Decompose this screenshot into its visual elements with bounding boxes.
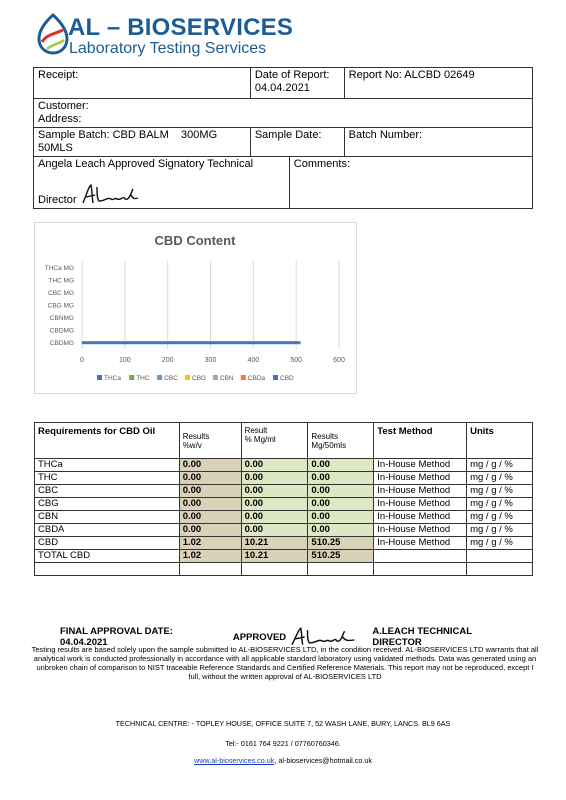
row-units: mg / g / % [467,485,533,498]
row-result-mgml: 10.21 [241,550,308,563]
row-test-method: In-House Method [374,459,467,472]
brand-title: AL – BIOSERVICES [68,14,294,41]
legend-swatch-cbg [185,375,190,380]
table-row [35,524,533,537]
batch-number-label: Batch Number: [344,128,532,157]
chart-canvas [35,223,356,393]
contact-line [0,756,566,765]
receipt-label: Receipt: [38,69,79,81]
row-name: CBDA [35,524,180,537]
row-results-ww: 0.00 [179,485,241,498]
address-label: Address: [38,113,82,125]
company-logo [33,12,73,56]
row-name: CBN [35,511,180,524]
legend-label-cbda: CBDa [247,375,266,382]
legend-label-cbd: CBD [280,375,294,382]
receipt-cell [34,68,251,99]
row-results-50mls: 0.00 [308,511,374,524]
legend-swatch-cbda [241,375,246,380]
chart-title: CBD Content [154,233,236,248]
table-row [35,537,533,550]
legend-label-cbc: CBC [164,375,178,382]
row-results-50mls: 0.00 [308,485,374,498]
x-tick-label: 200 [161,357,174,364]
row-results-50mls: 510.25 [308,537,374,550]
row-name: CBD [35,537,180,550]
row-results-ww: 0.00 [179,472,241,485]
signatory-cell [34,157,290,209]
legend-swatch-thca [97,375,102,380]
row-name: THCa [35,459,180,472]
table-row [35,459,533,472]
row-name: TOTAL CBD [35,550,180,563]
row-units: mg / g / % [467,472,533,485]
header-requirements: Requirements for CBD Oil [35,423,180,459]
row-units: mg / g / % [467,524,533,537]
row-result-mgml: 0.00 [241,498,308,511]
row-results-ww: 0.00 [179,524,241,537]
legend-swatch-cbn [213,375,218,380]
customer-cell [34,99,533,128]
table-row [35,550,533,563]
row-result-mgml: 10.21 [241,537,308,550]
y-category-label: THCa MG [44,264,74,272]
x-tick-label: 300 [204,357,217,364]
row-results-50mls: 0.00 [308,472,374,485]
x-tick-label: 600 [333,357,345,364]
legend-swatch-cbc [157,375,162,380]
email-text: , al-bioservices@hotmail.co.uk [274,756,372,765]
row-results-50mls: 0.00 [308,498,374,511]
row-name: THC [35,472,180,485]
table-row [35,472,533,485]
x-tick-label: 500 [290,357,303,364]
row-result-mgml: 0.00 [241,472,308,485]
row-results-ww: 0.00 [179,459,241,472]
signature-image [81,183,141,207]
row-test-method: In-House Method [374,472,467,485]
row-results-ww: 1.02 [179,550,241,563]
row-result-mgml: 0.00 [241,459,308,472]
row-test-method: In-House Method [374,524,467,537]
header-results-ww: Results %w/v [179,423,241,459]
legend-label-thca: THCa [104,375,121,382]
row-results-ww: 1.02 [179,537,241,550]
legend-label-thc: THC [136,375,150,382]
date-of-report-cell [250,68,344,99]
legend-swatch-thc [129,375,134,380]
sample-batch-cell [34,128,251,157]
row-test-method: In-House Method [374,485,467,498]
customer-label: Customer: [38,100,89,112]
date-of-report-value: 04.04.2021 [254,82,310,94]
telephone-line: Tel:- 0161 764 9221 / 07760760346. [225,739,341,748]
comments-cell [289,157,532,209]
legend-label-cbg: CBG [192,375,207,382]
comments-label: Comments: [293,158,351,170]
row-results-ww: 0.00 [179,511,241,524]
results-table [34,422,533,576]
table-row [35,511,533,524]
header-test-method: Test Method [374,423,467,459]
date-of-report-label: Date of Report: [254,69,330,81]
row-units: mg / g / % [467,498,533,511]
table-row [35,498,533,511]
website-link[interactable]: www.al-bioservices.co.uk [194,756,275,765]
y-category-label: THC MG [48,277,74,285]
x-tick-label: 400 [247,357,260,364]
bar-cbd [82,341,301,344]
header-results-50mls: Results Mg/50mls [308,423,374,459]
signatory-line1: Angela Leach Approved Signatory Technical [38,158,254,170]
y-category-label: CBDMG [49,327,74,335]
y-category-label: CBC MG [48,289,74,297]
results-header-row [35,423,533,459]
sample-batch-line2: 50MLS [38,142,73,154]
row-test-method: In-House Method [374,511,467,524]
legend-label-cbn: CBN [219,375,234,382]
row-result-mgml: 0.00 [241,524,308,537]
y-category-label: CBDMG [49,340,74,348]
y-category-label: CBNMG [49,315,74,323]
sample-date-label: Sample Date: [250,128,344,157]
legend-swatch-cbd [273,375,278,380]
header-units: Units [467,423,533,459]
table-row [35,485,533,498]
row-results-50mls: 510.25 [308,550,374,563]
disclaimer-text: Testing results are based solely upon the sample submitted to AL-BIOSERVICES LTD, in the condition received. AL-BIOSERVICES LTD warrants that all analytical work is conducted professionally in accordance with all applicable standard laboratory using validated methods. Data was generated using an unbroken chain of comparison to NIST traceable Reference Standards and Certified Reference Materials. This report may not be reproduced, except I full, without the written approval of AL-BIOSERVICES LTD [31,645,539,681]
empty-row [35,563,533,576]
approved-label: APPROVED [232,631,287,643]
y-category-label: CBG MG [47,302,74,310]
technical-centre-address: TECHNICAL CENTRE: - TOPLEY HOUSE, OFFICE SUITE 7, 52 WASH LANE, BURY, LANCS. BL9 6AS [115,719,451,728]
director-name: A.LEACH TECHNICAL DIRECTOR [372,626,472,648]
sample-batch: Sample Batch: CBD BALM 300MG [38,129,218,141]
row-units: mg / g / % [467,459,533,472]
signatory-line2: Director [38,194,77,206]
x-tick-label: 100 [118,357,131,364]
row-units [467,550,533,563]
final-approval-date: FINAL APPROVAL DATE: 04.04.2021 [60,626,173,648]
row-result-mgml: 0.00 [241,511,308,524]
x-tick-label: 0 [80,357,84,364]
row-results-50mls: 0.00 [308,459,374,472]
report-number: Report No: ALCBD 02649 [344,68,532,99]
report-info-table [33,67,533,209]
row-units: mg / g / % [467,537,533,550]
row-test-method: In-House Method [374,537,467,550]
header-result-mgml: Result % Mg/ml [241,423,308,459]
row-result-mgml: 0.00 [241,485,308,498]
row-name: CBC [35,485,180,498]
row-results-ww: 0.00 [179,498,241,511]
row-name: CBG [35,498,180,511]
cbd-content-chart [34,222,357,394]
brand-subtitle: Laboratory Testing Services [69,40,267,57]
row-results-50mls: 0.00 [308,524,374,537]
row-test-method: In-House Method [374,498,467,511]
row-test-method [374,550,467,563]
row-units: mg / g / % [467,511,533,524]
